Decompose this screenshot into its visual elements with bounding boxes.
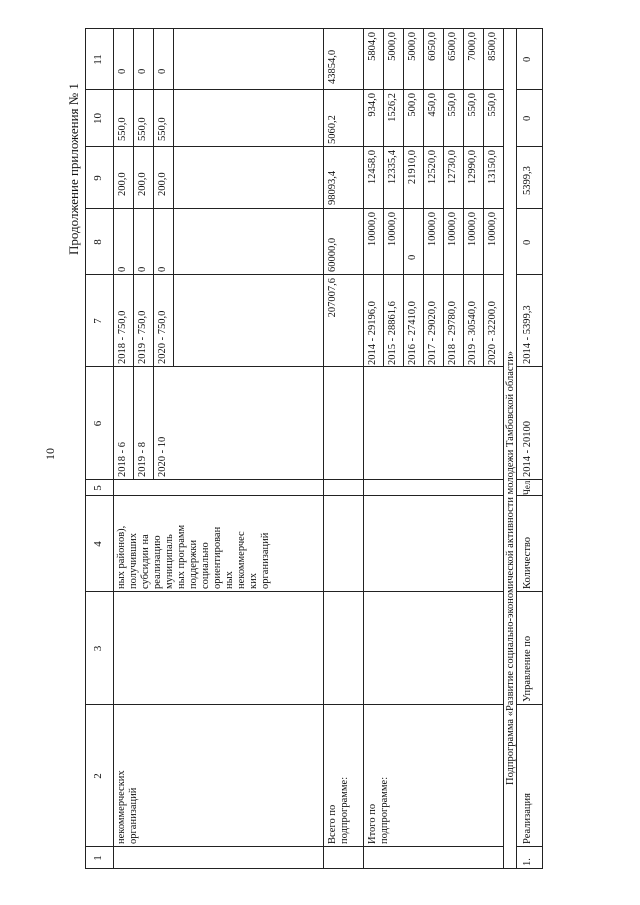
row1-col2: Реализация	[522, 793, 533, 844]
header-col-8: 8	[92, 239, 104, 245]
cell-text: некоммерческих	[116, 770, 127, 844]
cell-text: 934,0	[367, 93, 378, 117]
cell-text: 2019 - 8	[137, 442, 148, 477]
header-col-7: 7	[92, 318, 104, 324]
cell-text: 12730,0	[447, 150, 458, 185]
cell-text: 0	[117, 266, 128, 272]
total-col9: 98093,4	[327, 170, 338, 205]
cell-text: ных	[224, 571, 235, 589]
cell-text: некоммерчес	[236, 531, 247, 589]
cell-text: 450,0	[427, 93, 438, 117]
cell-text: 12335,4	[387, 150, 398, 185]
cell-text: 2015 - 28861,6	[387, 301, 398, 365]
cell-text: 550,0	[467, 93, 478, 117]
cell-text: поддержки	[188, 539, 199, 589]
cell-text: получивших	[128, 532, 139, 589]
cell-text: 2019 - 30540,0	[467, 301, 478, 365]
total-col7: 207007,6	[327, 278, 338, 318]
row1-col9: 5399,3	[522, 166, 533, 195]
cell-text: 550,0	[117, 117, 128, 141]
cell-text: 200,0	[137, 172, 148, 196]
subprogram-title: Подпрограмма «Развитие социально-экономической активности молодежи Тамбовской области»	[505, 350, 516, 785]
cell-text: субсидии на	[140, 534, 151, 589]
cell-text: 5000,0	[387, 32, 398, 61]
cell-text: 0	[157, 68, 168, 74]
cell-text: 2018 - 750,0	[117, 310, 128, 364]
header-col-10: 10	[92, 113, 104, 124]
cell-text: 2019 - 750,0	[137, 310, 148, 364]
cell-text: ориентирован	[212, 526, 223, 589]
header-col-2: 2	[92, 773, 104, 779]
cell-text: 10000,0	[367, 212, 378, 247]
header-col-9: 9	[92, 175, 104, 181]
itogo-label: Итого по	[367, 803, 378, 844]
row1-number: 1.	[522, 858, 533, 866]
cell-text: 8500,0	[487, 32, 498, 61]
cell-text: организаций	[260, 532, 271, 589]
cell-text: 2020 - 10	[157, 436, 168, 477]
total-col11: 43854,0	[327, 49, 338, 84]
cell-text: 12458,0	[367, 150, 378, 185]
cell-text: 10000,0	[447, 212, 458, 247]
cell-text: 550,0	[447, 93, 458, 117]
cell-text: 2014 - 29196,0	[367, 301, 378, 365]
cell-text: 0	[117, 68, 128, 74]
cell-text: 6500,0	[447, 32, 458, 61]
cell-text: 200,0	[117, 172, 128, 196]
cell-text: 5000,0	[407, 32, 418, 61]
cell-text: 1526,2	[387, 93, 398, 122]
header-col-11: 11	[92, 54, 104, 65]
row1-col8: 0	[522, 239, 533, 245]
row1-col3: Управление по	[522, 635, 533, 702]
cell-text: организаций	[128, 787, 139, 844]
cell-text: 0	[137, 266, 148, 272]
cell-text: 6050,0	[427, 32, 438, 61]
cell-text: 21910,0	[407, 150, 418, 185]
cell-text: 0	[157, 266, 168, 272]
page-number: 10	[43, 448, 57, 460]
cell-text: 10000,0	[427, 212, 438, 247]
row1-col10: 0	[522, 115, 533, 121]
total-label: подпрограмме:	[339, 776, 350, 844]
cell-text: муниципаль	[164, 534, 175, 589]
header-col-1: 1	[92, 855, 104, 861]
cell-text: 12520,0	[427, 150, 438, 185]
cell-text: 0	[137, 68, 148, 74]
cell-text: 550,0	[157, 117, 168, 141]
total-col10: 5060,2	[327, 115, 338, 144]
cell-text: ных районов),	[116, 525, 127, 589]
cell-text: социально	[200, 542, 211, 589]
header-col-3: 3	[92, 645, 104, 652]
cell-text: 10000,0	[487, 212, 498, 247]
cell-text: 2017 - 29020,0	[427, 301, 438, 365]
cell-text: 5804,0	[367, 32, 378, 61]
row1-col5: Чел.	[522, 478, 532, 495]
cell-text: 2020 - 32200,0	[487, 301, 498, 365]
cell-text: 2018 - 29780,0	[447, 301, 458, 365]
cell-text: ных программ	[176, 524, 187, 589]
cell-text: 13150,0	[487, 150, 498, 185]
cell-text: 12990,0	[467, 150, 478, 185]
cell-text: ких	[248, 573, 259, 589]
cell-text: 200,0	[157, 172, 168, 196]
cell-text: 500,0	[407, 93, 418, 117]
cell-text: реализацию	[152, 535, 163, 589]
row1-col11: 0	[522, 56, 533, 62]
total-label: Всего по	[327, 804, 338, 844]
cell-text: 7000,0	[467, 32, 478, 61]
cell-text: 550,0	[137, 117, 148, 141]
cell-text: 550,0	[487, 93, 498, 117]
cell-text: 2020 - 750,0	[157, 310, 168, 364]
total-col8: 60000,0	[327, 237, 338, 272]
cell-text: 2016 - 27410,0	[407, 301, 418, 365]
header-col-5: 5	[92, 485, 104, 491]
cell-text: 2018 - 6	[117, 442, 128, 477]
header-col-4: 4	[92, 541, 104, 547]
header-col-6: 6	[92, 420, 104, 427]
itogo-label: подпрограмме:	[379, 776, 390, 844]
row1-col4: Количество	[522, 536, 533, 589]
row1-col7: 2014 - 5399,3	[522, 305, 533, 364]
appendix-title: Продолжение приложения № 1	[66, 83, 81, 255]
cell-text: 0	[407, 254, 418, 260]
cell-text: 10000,0	[387, 212, 398, 247]
row1-col6: 2014 - 20100	[522, 421, 533, 477]
cell-text: 10000,0	[467, 212, 478, 247]
